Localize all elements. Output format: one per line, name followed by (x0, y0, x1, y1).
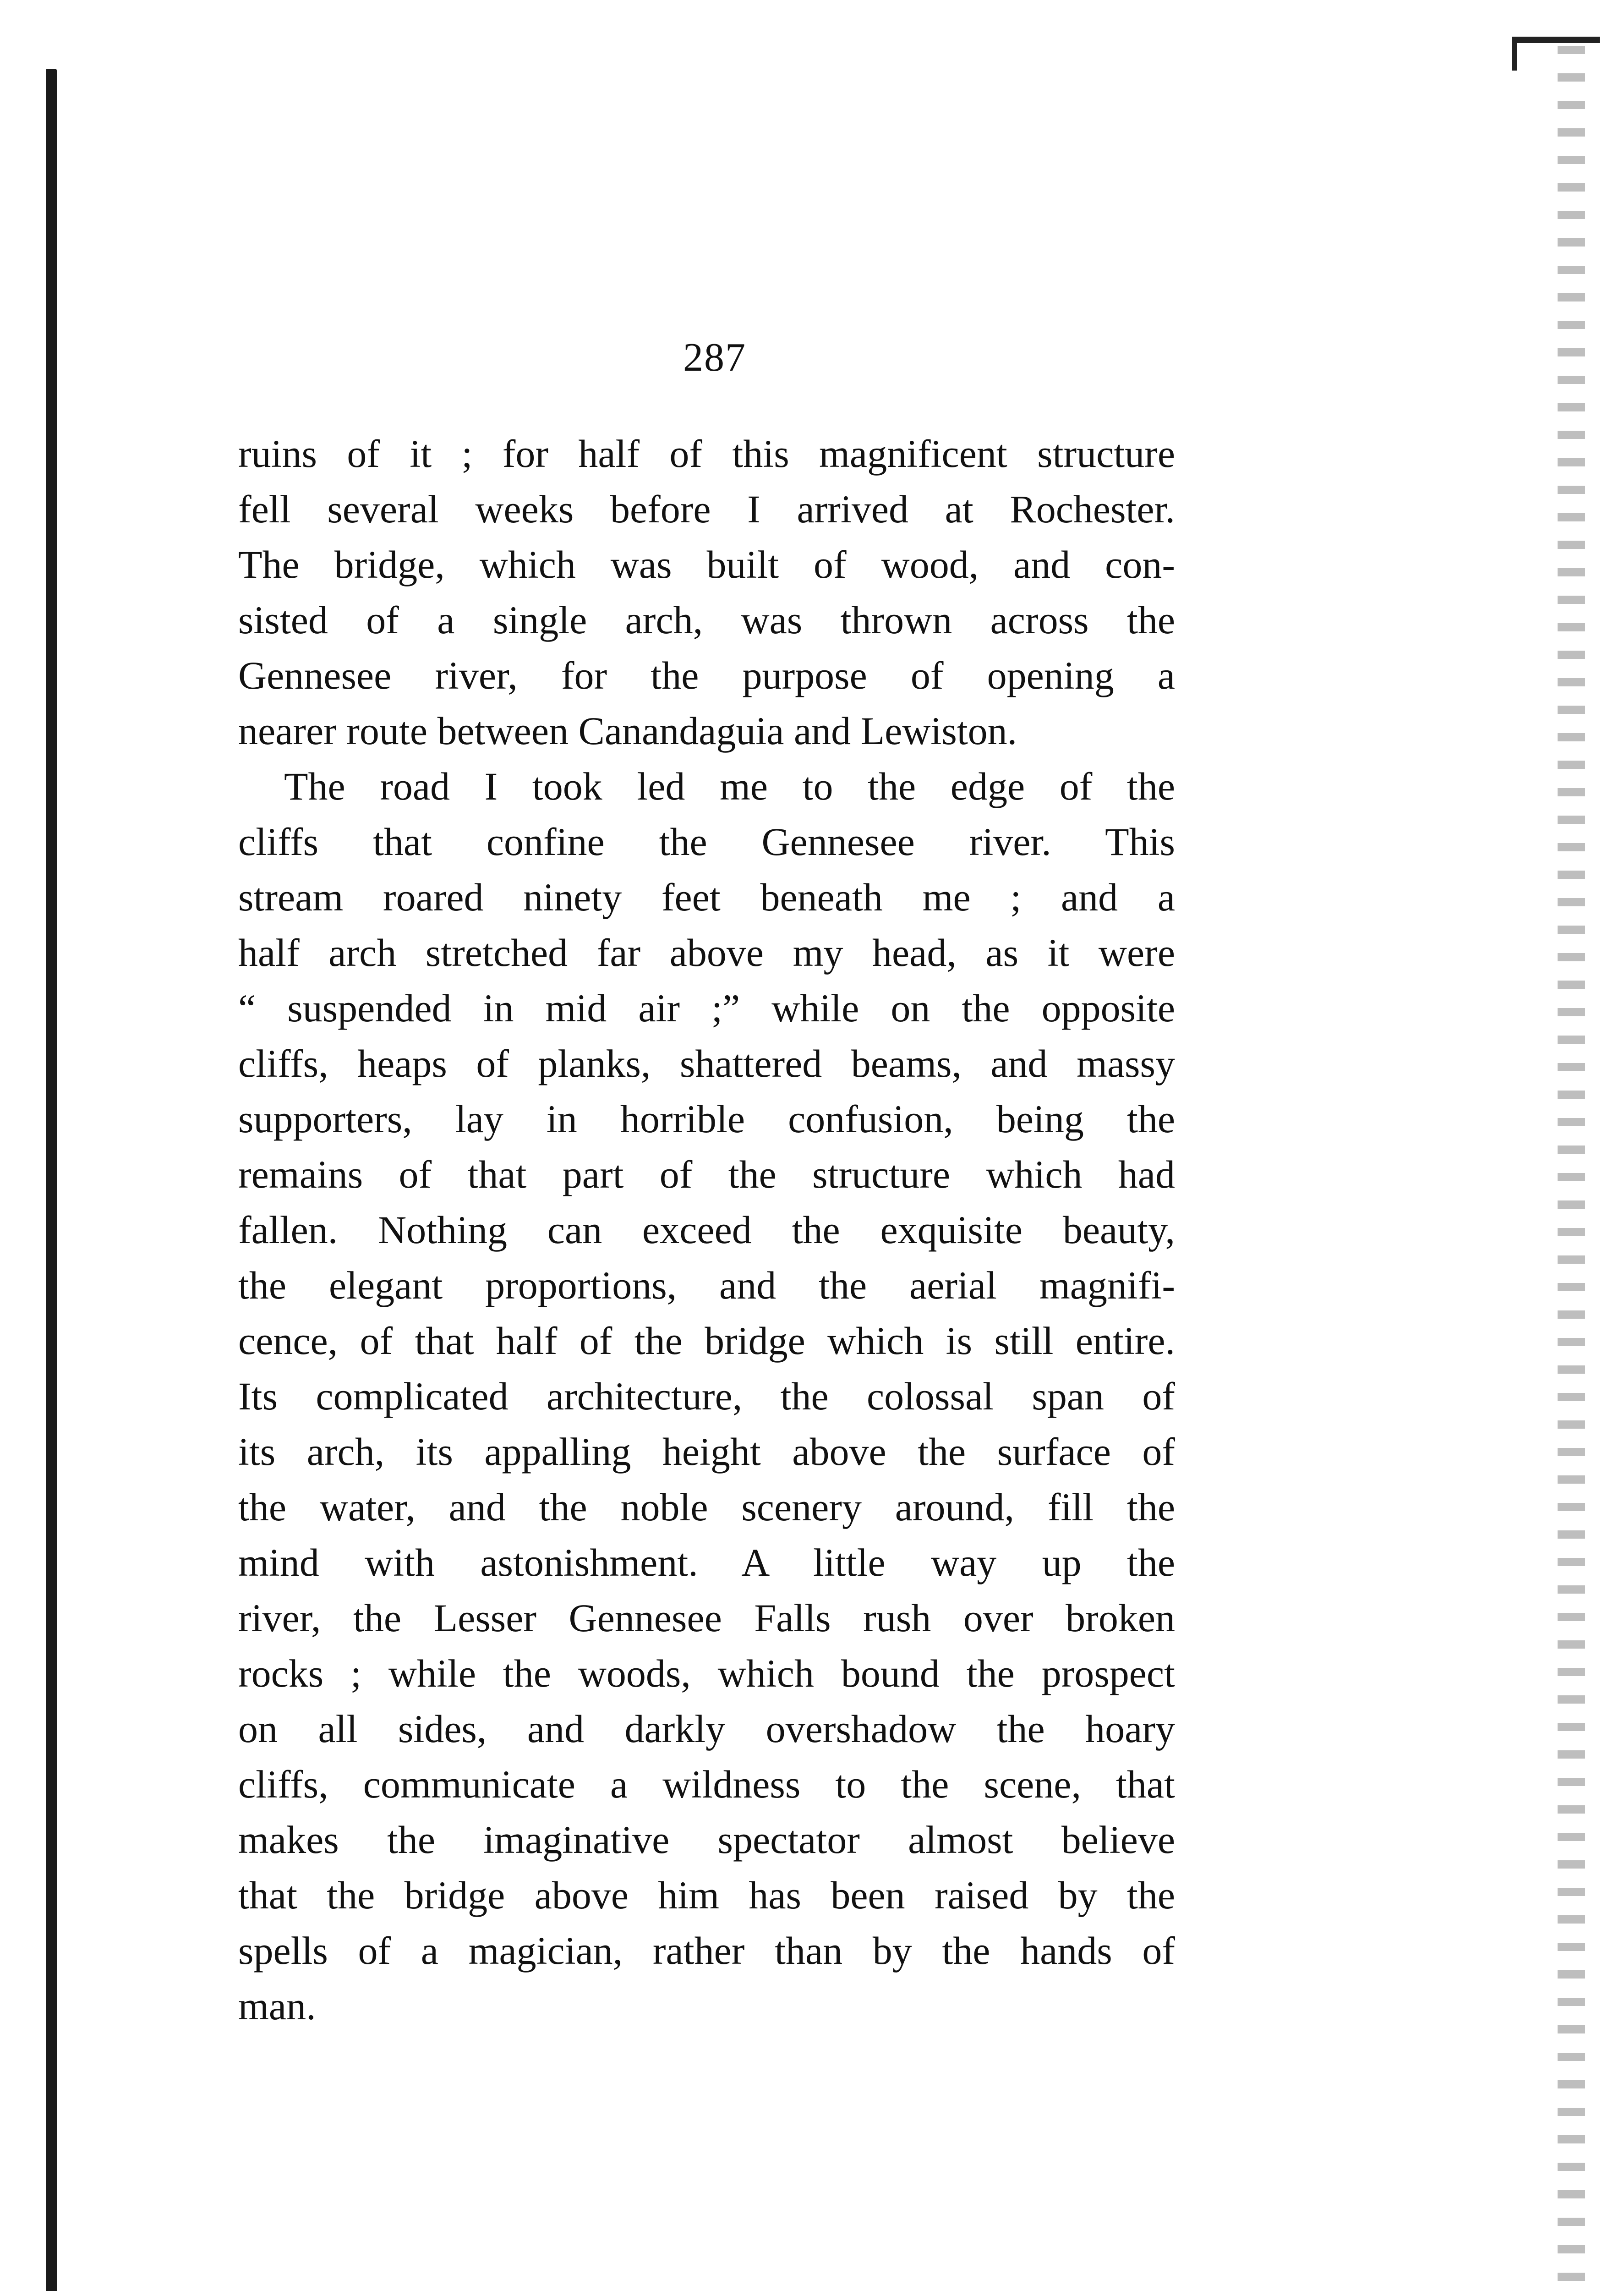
text-line: “ suspended in mid air ;” while on the opposite (238, 986, 1175, 1030)
text-line: mind with astonishment. A little way up the (238, 1540, 1175, 1584)
text-line: the water, and the noble scenery around, fill the (238, 1485, 1175, 1529)
text-line: makes the imaginative spectator almost believe (238, 1818, 1175, 1862)
text-line: on all sides, and darkly overshadow the hoary (238, 1707, 1175, 1751)
page-edge-right (1558, 46, 1585, 2291)
text-line: man. (238, 1984, 316, 2028)
page-number: 287 (683, 335, 746, 380)
text-line: cliffs that confine the Gennesee river. This (238, 820, 1175, 864)
text-line: sisted of a single arch, was thrown across the (238, 598, 1175, 642)
text-line: river, the Lesser Gennesee Falls rush over broken (238, 1596, 1175, 1640)
text-line: cence, of that half of the bridge which is still entire. (238, 1319, 1175, 1363)
text-line: The road I took led me to the edge of the (284, 764, 1175, 808)
text-line: fell several weeks before I arrived at Rochester. (238, 487, 1175, 531)
paragraph (238, 759, 1175, 2034)
text-line: cliffs, heaps of planks, shattered beams, and massy (238, 1041, 1175, 1085)
text-line: the elegant proportions, and the aerial magnifi- (238, 1263, 1175, 1307)
text-line: half arch stretched far above my head, as it were (238, 931, 1175, 975)
text-line: supporters, lay in horrible confusion, being the (238, 1097, 1175, 1141)
text-line: ruins of it ; for half of this magnificent structure (238, 432, 1175, 476)
text-line: rocks ; while the woods, which bound the prospect (238, 1651, 1175, 1695)
body-text (238, 426, 1175, 2034)
binding-shadow-left (46, 69, 57, 2291)
text-line: that the bridge above him has been raised by the (238, 1873, 1175, 1917)
paragraph (238, 426, 1175, 759)
text-line: Its complicated architecture, the colossal span of (238, 1374, 1175, 1418)
page-corner-mark (1512, 37, 1600, 71)
text-line: its arch, its appalling height above the surface of (238, 1430, 1175, 1474)
text-line: spells of a magician, rather than by the hands of (238, 1929, 1175, 1973)
text-line: stream roared ninety feet beneath me ; and a (238, 875, 1175, 919)
text-line: remains of that part of the structure which had (238, 1152, 1175, 1196)
text-line: nearer route between Canandaguia and Lewiston. (238, 709, 1017, 753)
text-line: cliffs, communicate a wildness to the scene, that (238, 1762, 1175, 1806)
text-line: Gennesee river, for the purpose of opening a (238, 653, 1175, 697)
text-line: fallen. Nothing can exceed the exquisite beauty, (238, 1208, 1175, 1252)
text-line: The bridge, which was built of wood, and con- (238, 543, 1175, 586)
